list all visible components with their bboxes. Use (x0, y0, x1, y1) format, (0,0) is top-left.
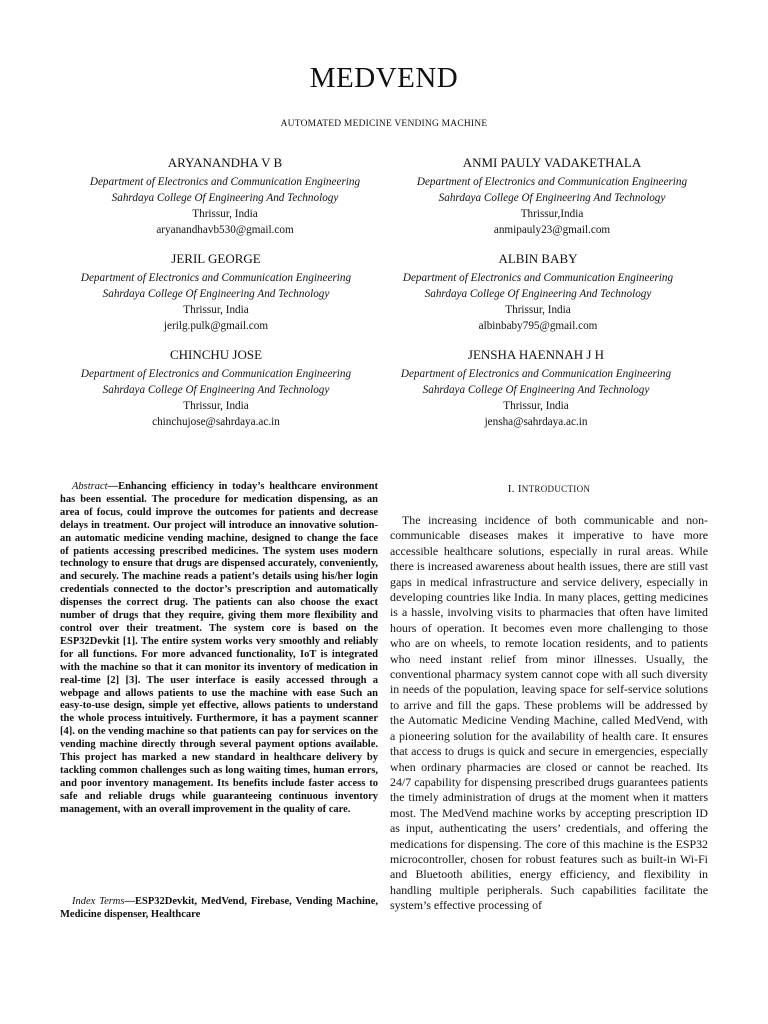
author-department: Department of Electronics and Communication Engineering (402, 272, 674, 284)
author-college: Sahrdaya College Of Engineering And Technology (422, 384, 650, 396)
author-block (36, 250, 396, 334)
index-terms-text: —ESP32Devkit, MedVend, Firebase, Vending Machine, Medicine dispenser, Healthcare (60, 896, 378, 920)
author-location: Thrissur, India (183, 400, 249, 412)
author-location: Thrissur, India (192, 208, 258, 220)
author-email: jerilg.pulk@gmail.com (163, 320, 269, 332)
author-name: ANMI PAULY VADAKETHALA (462, 155, 642, 170)
abstract-label: Abstract (72, 481, 108, 492)
author-department: Department of Electronics and Communication Engineering (80, 368, 352, 380)
author-email: albinbaby795@gmail.com (478, 320, 598, 332)
author-block (45, 154, 405, 238)
index-terms-label: Index Terms (72, 896, 125, 907)
author-college: Sahrdaya College Of Engineering And Technology (102, 288, 330, 300)
author-name: JENSHA HAENNAH J H (467, 347, 605, 362)
author-college: Sahrdaya College Of Engineering And Technology (438, 192, 666, 204)
index-terms (60, 896, 378, 922)
abstract (60, 481, 378, 817)
author-name: JERIL GEORGE (171, 251, 261, 266)
author-block (36, 346, 396, 430)
author-email: jensha@sahrdaya.ac.in (484, 416, 588, 428)
author-location: Thrissur,India (520, 208, 584, 220)
section-heading: I. INTRODUCTION (507, 483, 591, 495)
author-location: Thrissur, India (183, 304, 249, 316)
author-location: Thrissur, India (503, 400, 569, 412)
author-department: Department of Electronics and Communication Engineering (89, 176, 361, 188)
author-name: CHINCHU JOSE (169, 347, 263, 362)
author-department: Department of Electronics and Communication Engineering (400, 368, 672, 380)
author-email: anmipauly23@gmail.com (493, 224, 611, 236)
author-email: chinchujose@sahrdaya.ac.in (152, 416, 280, 428)
paper-title: MEDVEND (309, 62, 459, 94)
author-department: Department of Electronics and Communication Engineering (80, 272, 352, 284)
author-email: aryanandhavb530@gmail.com (156, 224, 294, 236)
author-name: ALBIN BABY (498, 251, 578, 266)
author-name: ARYANANDHA V B (167, 155, 283, 170)
paper-subtitle: AUTOMATED MEDICINE VENDING MACHINE (280, 119, 488, 129)
author-block (358, 250, 718, 334)
author-location: Thrissur, India (505, 304, 571, 316)
author-department: Department of Electronics and Communication Engineering (416, 176, 688, 188)
abstract-text: —Enhancing efficiency in today’s healthcare environment has been essential. The procedure for medication dispensing, as an area of focus, could improve the outcomes for patients and decrease delays in treatment. Our project will introduce an innovative solution- an automatic medicine vending machine, designed to change the face of patients accessing prescribed medicines. The system uses modern technology to ensure that drugs are dispensed accurately, conveniently, and securely. The machine reads a patient’s details using his/her login credentials connected to the doctor’s prescription and automatically dispenses the correct drug. The patients can also choose the exact number of drugs that they require, giving them more flexibility and control over their treatment. The system core is based on the ESP32Devkit [1]. The entire system works very smoothly and reliably for all functions. For more advanced functionality, IoT is integrated with the machine so that it can monitor its inventory of medication in real-time [2] [3]. The user interface is easily accessed through a webpage and allows patients to use the machine with ease Such an easy-to-use design, simple yet effective, allows patients to understand the whole process intuitively. Furthermore, it has a payment scanner [4]. on the vending machine so that patients can pay for services on the vending machine directly through several payment options available. This project has marked a new standard in healthcare delivery by tackling common challenges such as long waiting times, human errors, and poor inventory management. Its benefits include faster access to safe and reliable drugs while guaranteeing continuous inventory management, with an overall improvement in the quality of care. (60, 481, 378, 815)
author-block (372, 154, 732, 238)
author-college: Sahrdaya College Of Engineering And Technology (111, 192, 339, 204)
introduction-text: The increasing incidence of both communicable and non-communicable diseases makes it imperative to have more accessible healthcare solutions, especially in rural areas. While there is increased awareness about health issues, there are still vast gaps in medical infrastructure and service delivery, especially in developing countries like India. In many places, getting medicines is a hassle, involving visits to pharmacies that often have limited hours of operation. It becomes even more challenging to those who are on wheels, to remote location residents, and to patients who need instant relief from minor illnesses. Usually, the conventional pharmacy system cannot cope with all such diversity in needs of the population, leaving space for self-service solutions to arrive and fill the gaps. These problems will be addressed by the Automatic Medicine Vending Machine, called MedVend, with a pioneering solution for the availability of health care. It ensures that access to drugs is quick and secure in emergencies, especially when ordinary pharmacies are closed or cannot be reached. Its 24/7 capability for dispensing prescribed drugs guarantees patients the timely administration of drugs at the moment when it matters most. The MedVend machine works by accepting prescription ID as input, authenticating the users’ credentials, and offering the medications for dispensing. The core of this machine is the ESP32 microcontroller, chosen for robust features such as built-in Wi-Fi and Bluetooth abilities, energy efficiency, and flexibility in handling multiple peripherals. Such capabilities facilitate the system’s effective processing of (390, 513, 708, 913)
author-college: Sahrdaya College Of Engineering And Technology (102, 384, 330, 396)
author-block (356, 346, 716, 430)
author-college: Sahrdaya College Of Engineering And Technology (424, 288, 652, 300)
